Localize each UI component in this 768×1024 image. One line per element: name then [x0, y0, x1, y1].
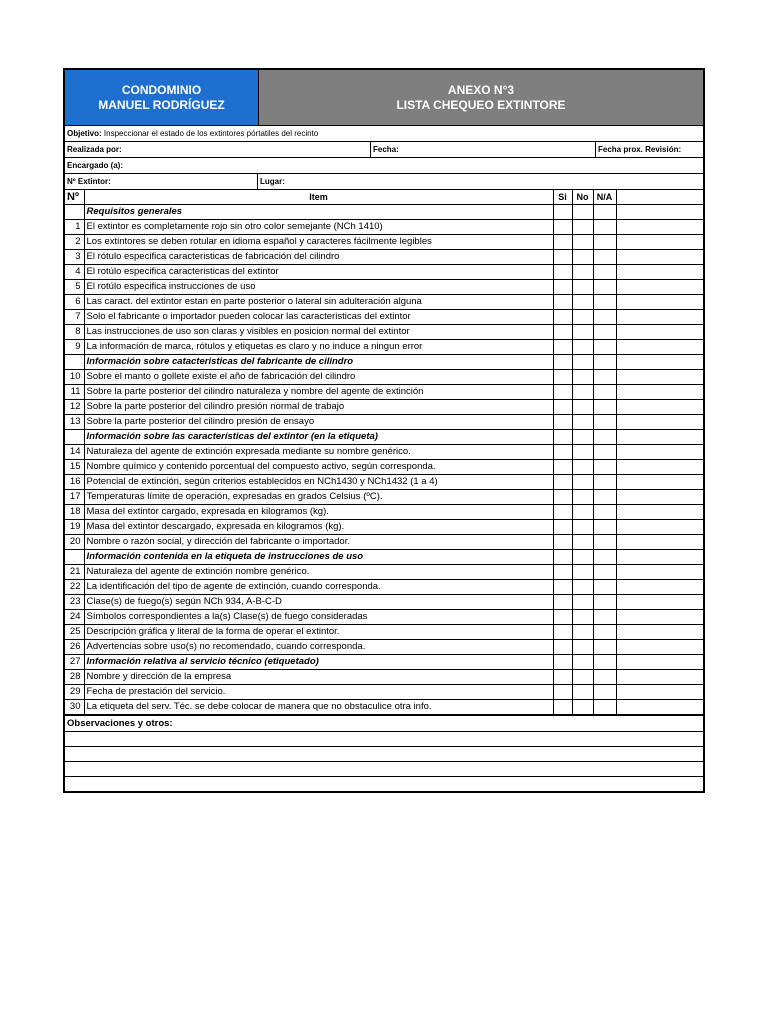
checkbox-na[interactable] — [593, 310, 616, 325]
row-item-text: Las instrucciones de uso son claras y visibles en posicion normal del extintor — [84, 325, 553, 340]
row-item-text: Potencial de extinción, según criterios establecidos en NCh1430 y NCh1432 (1 a 4) — [84, 475, 553, 490]
row-extra-cell — [616, 685, 703, 700]
objetivo-label: Objetivo: — [67, 129, 102, 138]
header-no: No — [572, 190, 593, 205]
checkbox-no[interactable] — [572, 475, 593, 490]
header-num: Nº — [65, 190, 84, 205]
row-item-text: Masa del extintor descargado, expresada en kilogramos (kg). — [84, 520, 553, 535]
checkbox-no[interactable] — [572, 400, 593, 415]
row-extra-cell — [616, 265, 703, 280]
row-item-text: Nombre o razón social, y dirección del fabricante o importador. — [84, 535, 553, 550]
checkbox-no[interactable] — [572, 655, 593, 670]
checkbox-no[interactable] — [572, 250, 593, 265]
checkbox-si[interactable] — [553, 655, 572, 670]
checkbox-na[interactable] — [593, 685, 616, 700]
row-extra-cell — [616, 595, 703, 610]
checkbox-si[interactable] — [553, 205, 572, 220]
checkbox-na[interactable] — [593, 595, 616, 610]
checkbox-na[interactable] — [593, 400, 616, 415]
objetivo-row — [65, 126, 703, 142]
row-number: 4 — [65, 265, 84, 280]
checkbox-no[interactable] — [572, 640, 593, 655]
row-extra-cell — [616, 295, 703, 310]
row-number: 29 — [65, 685, 84, 700]
section-title: Información sobre catacteristicas del fabricante de cilindro — [84, 355, 553, 370]
checkbox-si[interactable] — [553, 475, 572, 490]
observations-line[interactable] — [65, 732, 703, 747]
row-number: 2 — [65, 235, 84, 250]
row-item-text: Advertencias sobre uso(s) no recomendado, cuando corresponda. — [84, 640, 553, 655]
checkbox-no[interactable] — [572, 535, 593, 550]
row-extra-cell — [616, 340, 703, 355]
table-row — [65, 535, 703, 550]
checkbox-si[interactable] — [553, 490, 572, 505]
row-number: 5 — [65, 280, 84, 295]
row-number — [65, 550, 84, 565]
row-extra-cell — [616, 250, 703, 265]
checkbox-si[interactable] — [553, 505, 572, 520]
checkbox-no[interactable] — [572, 580, 593, 595]
table-row — [65, 265, 703, 280]
row-item-text: El rotúlo especifica instrucciones de uso — [84, 280, 553, 295]
table-row — [65, 340, 703, 355]
observations-label: Observaciones y otros: — [65, 716, 703, 732]
checkbox-na[interactable] — [593, 265, 616, 280]
checkbox-no[interactable] — [572, 685, 593, 700]
header-na: N/A — [593, 190, 616, 205]
checkbox-no[interactable] — [572, 460, 593, 475]
row-number — [65, 430, 84, 445]
checkbox-na[interactable] — [593, 475, 616, 490]
checkbox-na[interactable] — [593, 460, 616, 475]
row-number: 18 — [65, 505, 84, 520]
row-item-text: La información de marca, rótulos y etiquetas es claro y no induce a ningun error — [84, 340, 553, 355]
checkbox-na[interactable] — [593, 520, 616, 535]
checkbox-no[interactable] — [572, 205, 593, 220]
checkbox-na[interactable] — [593, 415, 616, 430]
checkbox-no[interactable] — [572, 670, 593, 685]
section-title: Información contenida en la etiqueta de instrucciones de uso — [84, 550, 553, 565]
row-extra-cell — [616, 445, 703, 460]
lugar-label: Lugar: — [260, 177, 285, 186]
row-extra-cell — [616, 220, 703, 235]
extintor-label: Nº Extintor: — [67, 177, 111, 186]
checkbox-no[interactable] — [572, 415, 593, 430]
table-row — [65, 580, 703, 595]
checkbox-na[interactable] — [593, 640, 616, 655]
observations-line[interactable] — [65, 762, 703, 777]
table-row — [65, 250, 703, 265]
table-row — [65, 370, 703, 385]
checkbox-na[interactable] — [593, 610, 616, 625]
table-row — [65, 595, 703, 610]
table-row — [65, 295, 703, 310]
checkbox-na[interactable] — [593, 625, 616, 640]
row-item-text: Solo el fabricante o importador pueden colocar las caracteristicas del extintor — [84, 310, 553, 325]
table-row — [65, 640, 703, 655]
checkbox-na[interactable] — [593, 700, 616, 715]
checkbox-si[interactable] — [553, 535, 572, 550]
row-extra-cell — [616, 610, 703, 625]
row-item-text: Las caract. del extintor estan en parte posterior o lateral sin adulteración alguna — [84, 295, 553, 310]
row-number: 1 — [65, 220, 84, 235]
table-row — [65, 685, 703, 700]
checkbox-no[interactable] — [572, 490, 593, 505]
checkbox-no[interactable] — [572, 235, 593, 250]
section-row — [65, 355, 703, 370]
checkbox-no[interactable] — [572, 385, 593, 400]
row-item-text: Sobre la parte posterior del cilindro presión normal de trabajo — [84, 400, 553, 415]
row-item-text: La identificación del tipo de agente de extinción, cuando corresponda. — [84, 580, 553, 595]
checkbox-no[interactable] — [572, 295, 593, 310]
encargado-label: Encargado (a): — [67, 161, 124, 170]
row-number: 17 — [65, 490, 84, 505]
fecha-label: Fecha: — [373, 145, 399, 154]
checkbox-si[interactable] — [553, 430, 572, 445]
section-row — [65, 655, 703, 670]
checkbox-si[interactable] — [553, 355, 572, 370]
table-row — [65, 520, 703, 535]
checkbox-na[interactable] — [593, 280, 616, 295]
row-item-text: Masa del extintor cargado, expresada en kilogramos (kg). — [84, 505, 553, 520]
row-number: 25 — [65, 625, 84, 640]
row-extra-cell — [616, 565, 703, 580]
checkbox-si[interactable] — [553, 595, 572, 610]
row-extra-cell — [616, 655, 703, 670]
row-extra-cell — [616, 310, 703, 325]
row-item-text: El extintor es completamente rojo sin otro color semejante (NCh 1410) — [84, 220, 553, 235]
table-row — [65, 400, 703, 415]
checkbox-si[interactable] — [553, 310, 572, 325]
observations-section — [65, 714, 703, 791]
checkbox-si[interactable] — [553, 220, 572, 235]
row-item-text: Símbolos correspondientes a la(s) Clase(s) de fuego consideradas — [84, 610, 553, 625]
checkbox-no[interactable] — [572, 610, 593, 625]
table-header-row — [65, 190, 703, 205]
checkbox-no[interactable] — [572, 550, 593, 565]
checkbox-si[interactable] — [553, 640, 572, 655]
checkbox-no[interactable] — [572, 370, 593, 385]
checkbox-no[interactable] — [572, 505, 593, 520]
encargado-row — [65, 158, 703, 174]
checkbox-na[interactable] — [593, 565, 616, 580]
header — [65, 70, 703, 126]
annex-line2: LISTA CHEQUEO EXTINTORE — [396, 97, 566, 112]
annex-line1: ANEXO N°3 — [447, 82, 515, 97]
row-number: 24 — [65, 610, 84, 625]
checkbox-na[interactable] — [593, 385, 616, 400]
table-row — [65, 445, 703, 460]
encargado-field[interactable] — [65, 158, 703, 173]
row-extra-cell — [616, 580, 703, 595]
header-item: Item — [84, 190, 553, 205]
row-extra-cell — [616, 385, 703, 400]
checkbox-na[interactable] — [593, 340, 616, 355]
observations-line[interactable] — [65, 747, 703, 762]
checkbox-si[interactable] — [553, 295, 572, 310]
table-row — [65, 310, 703, 325]
checkbox-no[interactable] — [572, 325, 593, 340]
row-number: 20 — [65, 535, 84, 550]
row-number: 15 — [65, 460, 84, 475]
section-title: Información relativa al servicio técnico (etiquetado) — [84, 655, 553, 670]
table-row — [65, 415, 703, 430]
row-extra-cell — [616, 520, 703, 535]
row-number: 10 — [65, 370, 84, 385]
row-number: 6 — [65, 295, 84, 310]
checkbox-na[interactable] — [593, 325, 616, 340]
table-row — [65, 280, 703, 295]
checkbox-si[interactable] — [553, 610, 572, 625]
row-number: 16 — [65, 475, 84, 490]
table-row — [65, 625, 703, 640]
row-item-text: Descripción gráfica y literal de la forma de operar el extintor. — [84, 625, 553, 640]
row-number: 23 — [65, 595, 84, 610]
row-item-text: Fecha de prestación del servicio. — [84, 685, 553, 700]
row-number: 27 — [65, 655, 84, 670]
row-number: 3 — [65, 250, 84, 265]
table-row — [65, 610, 703, 625]
row-item-text: La etiqueta del serv. Téc. se debe colocar de manera que no obstaculice otra info. — [84, 700, 553, 715]
row-number: 9 — [65, 340, 84, 355]
row-extra-cell — [616, 430, 703, 445]
row-extra-cell — [616, 235, 703, 250]
section-row — [65, 430, 703, 445]
checkbox-si[interactable] — [553, 625, 572, 640]
realizada-label: Realizada por: — [67, 145, 122, 154]
row-number: 11 — [65, 385, 84, 400]
checkbox-no[interactable] — [572, 595, 593, 610]
checkbox-na[interactable] — [593, 580, 616, 595]
checkbox-na[interactable] — [593, 370, 616, 385]
section-row — [65, 205, 703, 220]
checkbox-si[interactable] — [553, 385, 572, 400]
row-extra-cell — [616, 700, 703, 715]
checkbox-na[interactable] — [593, 655, 616, 670]
table-row — [65, 235, 703, 250]
checkbox-si[interactable] — [553, 265, 572, 280]
checkbox-si[interactable] — [553, 415, 572, 430]
checkbox-no[interactable] — [572, 280, 593, 295]
row-number: 26 — [65, 640, 84, 655]
table-row — [65, 220, 703, 235]
table-row — [65, 325, 703, 340]
lugar-field[interactable] — [258, 174, 703, 189]
checkbox-na[interactable] — [593, 535, 616, 550]
row-item-text: Nombre químico y contenido porcentual del compuesto activo, según corresponda. — [84, 460, 553, 475]
table-row — [65, 490, 703, 505]
row-extra-cell — [616, 280, 703, 295]
realizada-row — [65, 142, 703, 158]
row-extra-cell — [616, 325, 703, 340]
fecha-revision-label: Fecha prox. Revisión: — [598, 145, 682, 154]
row-item-text: El rótulo especifica caracteristicas de fabricación del cilindro — [84, 250, 553, 265]
row-extra-cell — [616, 400, 703, 415]
checkbox-na[interactable] — [593, 445, 616, 460]
section-row — [65, 550, 703, 565]
row-number — [65, 355, 84, 370]
checkbox-si[interactable] — [553, 580, 572, 595]
checklist-table — [65, 190, 703, 714]
table-row — [65, 475, 703, 490]
checkbox-no[interactable] — [572, 310, 593, 325]
row-item-text: Clase(s) de fuego(s) según NCh 934, A-B-C-D — [84, 595, 553, 610]
row-item-text: Nombre y dirección de la empresa — [84, 670, 553, 685]
row-extra-cell — [616, 625, 703, 640]
condominio-title — [65, 70, 259, 125]
row-item-text: El rotúlo especifica caracteristicas del extintor — [84, 265, 553, 280]
condominio-line2: MANUEL RODRÍGUEZ — [98, 97, 225, 112]
row-item-text: Los extintores se deben rotular en idioma español y caracteres fácilmente legibles — [84, 235, 553, 250]
checkbox-na[interactable] — [593, 670, 616, 685]
row-number: 12 — [65, 400, 84, 415]
checkbox-si[interactable] — [553, 445, 572, 460]
checkbox-no[interactable] — [572, 700, 593, 715]
checkbox-no[interactable] — [572, 220, 593, 235]
checkbox-no[interactable] — [572, 520, 593, 535]
table-row — [65, 460, 703, 475]
row-item-text: Naturaleza del agente de extinción expresada mediante su nombre genérico. — [84, 445, 553, 460]
row-number: 22 — [65, 580, 84, 595]
row-item-text: Naturaleza del agente de extinción nombre genérico. — [84, 565, 553, 580]
annex-title — [259, 70, 703, 125]
checkbox-na[interactable] — [593, 250, 616, 265]
objetivo-text: Inspeccionar el estado de los extintores pórtatiles del recinto — [103, 129, 319, 138]
table-row — [65, 700, 703, 715]
checkbox-si[interactable] — [553, 685, 572, 700]
checkbox-na[interactable] — [593, 205, 616, 220]
row-item-text: Sobre la parte posterior del cilindro naturaleza y nombre del agente de extinción — [84, 385, 553, 400]
row-extra-cell — [616, 205, 703, 220]
row-extra-cell — [616, 490, 703, 505]
section-title: Información sobre las características del extintor (en la etiqueta) — [84, 430, 553, 445]
checkbox-na[interactable] — [593, 490, 616, 505]
row-extra-cell — [616, 370, 703, 385]
row-item-text: Sobre el manto o gollete existe el año de fabricación del cilindro — [84, 370, 553, 385]
checkbox-si[interactable] — [553, 550, 572, 565]
checkbox-si[interactable] — [553, 670, 572, 685]
checkbox-si[interactable] — [553, 700, 572, 715]
row-number: 21 — [65, 565, 84, 580]
header-si: Si — [553, 190, 572, 205]
section-title: Requisitos generales — [84, 205, 553, 220]
row-number: 28 — [65, 670, 84, 685]
checkbox-si[interactable] — [553, 325, 572, 340]
row-number: 14 — [65, 445, 84, 460]
checkbox-na[interactable] — [593, 355, 616, 370]
extintor-row — [65, 174, 703, 190]
row-extra-cell — [616, 535, 703, 550]
row-extra-cell — [616, 415, 703, 430]
checkbox-na[interactable] — [593, 295, 616, 310]
table-row — [65, 385, 703, 400]
checkbox-no[interactable] — [572, 340, 593, 355]
checkbox-si[interactable] — [553, 340, 572, 355]
row-extra-cell — [616, 640, 703, 655]
fecha-field[interactable] — [371, 142, 596, 157]
checkbox-na[interactable] — [593, 220, 616, 235]
checklist-sheet — [63, 68, 705, 793]
row-extra-cell — [616, 670, 703, 685]
checkbox-si[interactable] — [553, 280, 572, 295]
checkbox-na[interactable] — [593, 430, 616, 445]
header-empty — [616, 190, 703, 205]
checkbox-si[interactable] — [553, 400, 572, 415]
fecha-revision-field[interactable] — [596, 142, 703, 157]
checkbox-si[interactable] — [553, 250, 572, 265]
row-number: 30 — [65, 700, 84, 715]
table-row — [65, 670, 703, 685]
checkbox-si[interactable] — [553, 235, 572, 250]
row-number: 13 — [65, 415, 84, 430]
checkbox-na[interactable] — [593, 235, 616, 250]
row-extra-cell — [616, 355, 703, 370]
checkbox-no[interactable] — [572, 355, 593, 370]
checkbox-no[interactable] — [572, 565, 593, 580]
extintor-field[interactable] — [65, 174, 258, 189]
row-extra-cell — [616, 550, 703, 565]
row-number: 7 — [65, 310, 84, 325]
checkbox-na[interactable] — [593, 505, 616, 520]
checkbox-no[interactable] — [572, 445, 593, 460]
table-row — [65, 565, 703, 580]
row-number: 8 — [65, 325, 84, 340]
table-row — [65, 505, 703, 520]
checkbox-no[interactable] — [572, 625, 593, 640]
row-item-text: Temperaturas límite de operación, expresadas en grados Celsius (ºC). — [84, 490, 553, 505]
checkbox-si[interactable] — [553, 460, 572, 475]
row-extra-cell — [616, 475, 703, 490]
condominio-line1: CONDOMINIO — [121, 82, 202, 97]
checkbox-no[interactable] — [572, 430, 593, 445]
row-item-text: Sobre la parte posterior del cilindro presión de ensayo — [84, 415, 553, 430]
row-extra-cell — [616, 505, 703, 520]
checkbox-na[interactable] — [593, 550, 616, 565]
checkbox-si[interactable] — [553, 370, 572, 385]
realizada-field[interactable] — [65, 142, 371, 157]
checkbox-no[interactable] — [572, 265, 593, 280]
observations-line[interactable] — [65, 777, 703, 791]
row-extra-cell — [616, 460, 703, 475]
checkbox-si[interactable] — [553, 565, 572, 580]
row-number: 19 — [65, 520, 84, 535]
row-number — [65, 205, 84, 220]
checkbox-si[interactable] — [553, 520, 572, 535]
